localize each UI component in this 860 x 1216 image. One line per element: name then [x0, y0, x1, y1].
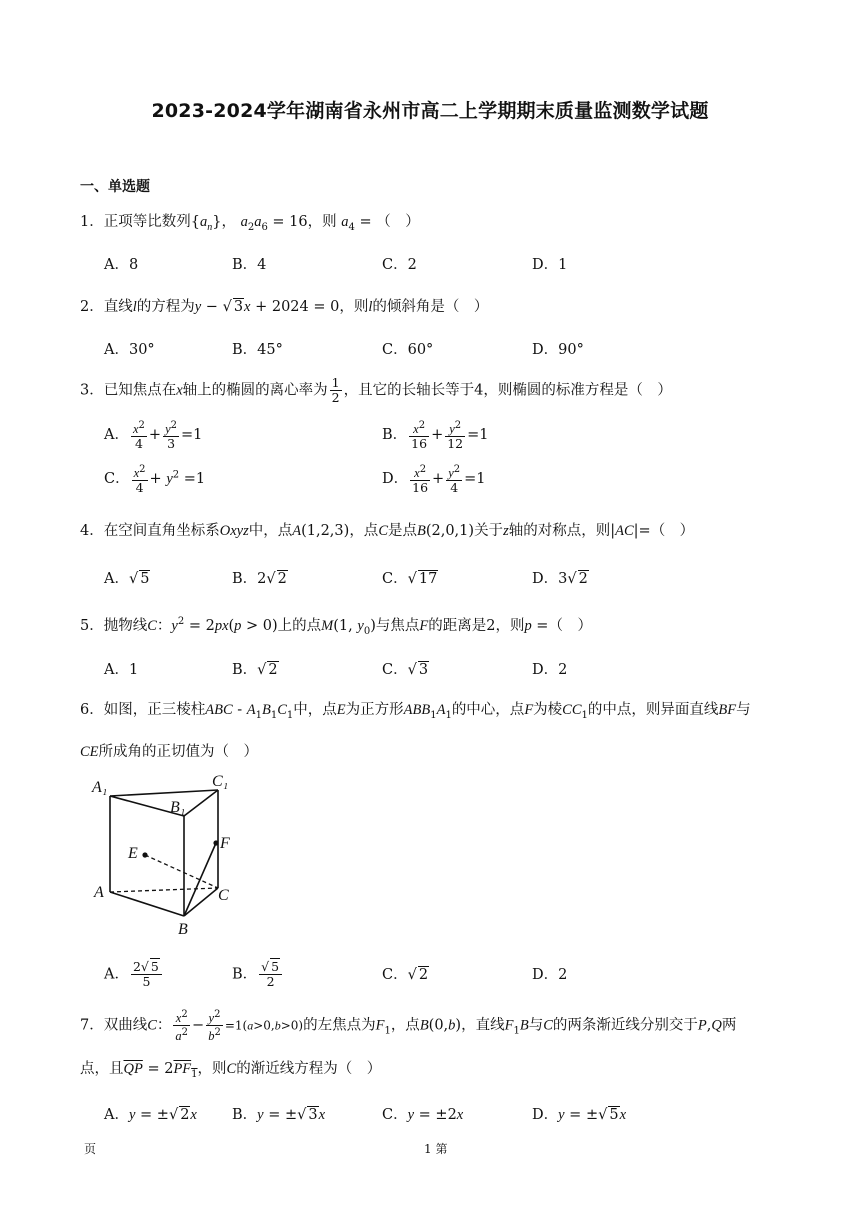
q7-option-d: D．y = ±√ 5x — [532, 1107, 627, 1123]
q2-option-d: D．90° — [532, 342, 584, 358]
q3-option-a: A． $\frac{x^2}{4}$ + $\frac{y^2}{3}$ =1 — [104, 420, 203, 452]
q4-option-d: D．3√ 2 — [532, 571, 588, 587]
fig-label-b1: B₁ — [170, 799, 186, 816]
question-1: 1．正项等比数列$\{a_n\}$， $a_2a_6 = 16$，则 $a_4$ = （ ） — [80, 214, 420, 233]
question-3: 3．已知焦点在x轴上的椭圆的离心率为 $\frac{1}{2}$ ，且它的长轴长等于4，则椭圆的标准方程是（ ） — [80, 375, 672, 405]
fig-label-c: C — [218, 887, 229, 904]
q6-option-c: C．√ 2 — [382, 967, 429, 983]
prism-figure — [88, 770, 248, 942]
q4-option-c: C．√ 17 — [382, 571, 438, 587]
q7-option-a: A．y = ±√ 2x — [104, 1107, 197, 1123]
fig-label-b: B — [178, 921, 188, 938]
footer-page-number: 1 第 — [424, 1142, 448, 1156]
question-4: 4．在空间直角坐标系Oxyz中，点A(1,2,3)，点C是点B(2,0,1)关于z轴的对称点，则|AC|=（ ） — [80, 523, 695, 539]
question-5: 5．抛物线C：$y^2 = 2px(p > 0)$上的点M(1, $y_0$)与焦点F的距离是2，则p =（ ） — [80, 616, 592, 637]
q3-option-b: B． $\frac{x^2}{16}$ + $\frac{y^2}{12}$ =1 — [382, 420, 489, 452]
q1-option-c: C．2 — [382, 257, 417, 273]
fig-label-e: E — [128, 845, 138, 862]
q4-option-a: A．√ 5 — [104, 571, 150, 587]
page-title: 2023-2024学年湖南省永州市高二上学期期末质量监测数学试题 — [151, 100, 709, 122]
q7-option-c: C．y = ±2x — [382, 1107, 464, 1123]
q1-option-a: A．8 — [104, 257, 139, 273]
section-heading: 一、单选题 — [80, 179, 150, 195]
q1-option-b: B．4 — [232, 257, 267, 273]
q6-option-b: B． $\frac{√ 5}{2}$ — [232, 960, 284, 989]
question-6-line-1: 6．如图，正三棱柱ABC - $A_1B_1C_1$中，点E为正方形$ABB_1A_1$的中心，点F为棱$CC_1$的中点，则异面直线BF与 — [80, 702, 751, 721]
q4-option-b: B．2√ 2 — [232, 571, 287, 587]
fig-label-a1: A₁ — [92, 779, 108, 796]
fig-label-c1: C₁ — [212, 773, 229, 790]
q1-option-d: D．1 — [532, 257, 568, 273]
fig-label-f: F — [220, 835, 230, 852]
q3-option-d: D． $\frac{x^2}{16}$ + $\frac{y^2}{4}$ =1 — [382, 464, 486, 496]
q5-option-d: D．2 — [532, 662, 568, 678]
question-7-line-2: 点，且$\overline{QP} = 2PF_1$，则C的渐近线方程为（ ） — [80, 1061, 382, 1080]
q3-option-c: C． $\frac{x^2}{4}$ + $y^2 =1$ — [104, 464, 206, 496]
q6-option-d: D．2 — [532, 967, 568, 983]
question-6-line-2: CE所成角的正切值为（ ） — [80, 744, 259, 760]
footer-left: 页 — [84, 1142, 97, 1156]
q7-option-b: B．y = ±√ 3x — [232, 1107, 326, 1123]
q5-option-b: B．√ 2 — [232, 662, 278, 678]
question-2: 2．直线l的方程为y − √ 3x + 2024 = 0，则l的倾斜角是（ ） — [80, 299, 489, 315]
q5-option-c: C．√ 3 — [382, 662, 429, 678]
q5-option-a: A．1 — [104, 662, 139, 678]
q2-option-a: A．30° — [104, 342, 155, 358]
q6-option-a: A． $\frac{2√ 5}{5}$ — [104, 960, 164, 989]
fig-label-a: A — [94, 884, 104, 901]
q2-option-c: C．60° — [382, 342, 434, 358]
question-7-line-1: 7．双曲线C： $\frac{x^2}{a^2}$ − $\frac{y^2}{b^2}$ =1(a>0,b>0)的左焦点为$F_1$，点B(0,b)，直线$F_1B$与C的两条渐近线分别交于P,Q两 — [80, 1009, 737, 1044]
q2-option-b: B．45° — [232, 342, 283, 358]
